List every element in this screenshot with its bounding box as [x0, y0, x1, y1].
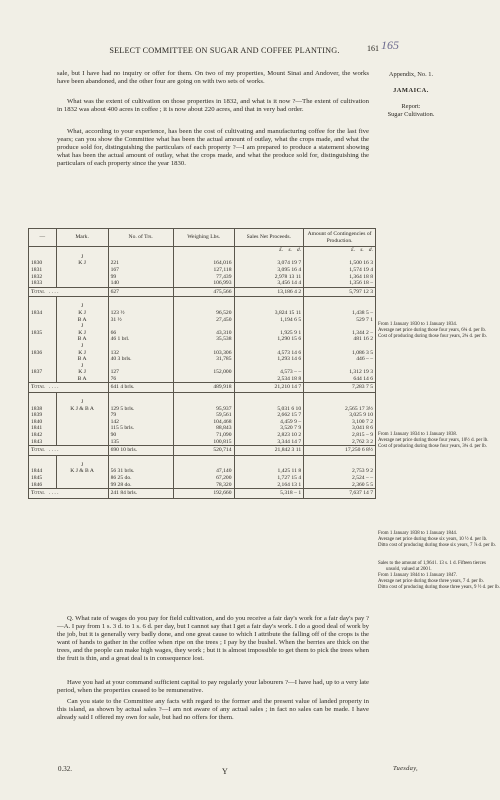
- margin-heading: [380, 71, 442, 119]
- row-year: 1837: [29, 369, 57, 376]
- row-mark: B A: [56, 356, 108, 363]
- total-word: Total: [31, 447, 45, 454]
- empty-cell: [108, 462, 173, 469]
- row-trs: 123 ½: [108, 310, 173, 317]
- col-sales: Sales Net Proceeds.: [234, 229, 304, 247]
- empty-cell: [234, 254, 304, 261]
- row-year: 1838: [29, 406, 57, 413]
- row-lbs: 47,140: [173, 468, 234, 475]
- row-sales: 1,194 6 5: [234, 317, 304, 324]
- total-sales: 21,210 14 7: [234, 383, 304, 393]
- row-mark: B A: [56, 376, 108, 383]
- row-lbs: 43,310: [173, 330, 234, 337]
- total-trs: 690 10 brls.: [108, 446, 173, 456]
- col-year: —: [29, 229, 57, 247]
- col-trs: No. of Trs.: [108, 229, 173, 247]
- table-row: [29, 412, 376, 419]
- row-year: 1834: [29, 310, 57, 317]
- note-1830-1834: From 1 January 1830 to 1 January 1834. Average net price during those four years, 6¾ d. per lb. Cost of producing during those four years, 2¾ d. per lb.: [378, 322, 487, 339]
- running-header: SELECT COMMITTEE ON SUGAR AND COFFEE PLANTING.: [109, 46, 340, 55]
- table-row: [29, 280, 376, 287]
- row-year: 1836: [29, 350, 57, 357]
- page-number: 161: [367, 44, 379, 53]
- row-trs: 31 ½: [108, 317, 173, 324]
- empty-cell: [304, 254, 376, 261]
- mark-top-row: [29, 363, 376, 370]
- leader-dots: . . . .: [48, 490, 59, 497]
- row-year: 1844: [29, 468, 57, 475]
- row-sales: 1,425 11 8: [234, 468, 304, 475]
- table-row: [29, 317, 376, 324]
- empty-cell: [173, 254, 234, 261]
- mark-top-row: [29, 462, 376, 469]
- row-sales: 3,520 7 9: [234, 425, 304, 432]
- mark-top: J: [56, 323, 108, 330]
- row-trs: 76: [108, 376, 173, 383]
- empty-cell: [29, 399, 57, 406]
- row-contingencies: 1,086 3 5: [304, 350, 376, 357]
- cont-units: [304, 247, 376, 254]
- leader-dots: . . . .: [48, 384, 59, 391]
- row-year: [29, 356, 57, 363]
- table-row: [29, 425, 376, 432]
- row-contingencies: 1,344 2 –: [304, 330, 376, 337]
- empty-cell: [108, 399, 173, 406]
- handwritten-folio: 165: [381, 38, 399, 52]
- row-trs: 142: [108, 419, 173, 426]
- row-mark: [56, 425, 108, 432]
- row-year: 1843: [29, 439, 57, 446]
- empty-cell: [304, 363, 376, 370]
- row-sales: 3,456 14 4: [234, 280, 304, 287]
- row-mark: [56, 432, 108, 439]
- footer-signature: 0.32.: [58, 765, 72, 773]
- table-row: [29, 330, 376, 337]
- row-mark: K J: [56, 369, 108, 376]
- empty-cell: [29, 247, 57, 254]
- empty-cell: [29, 303, 57, 310]
- empty-cell: [304, 323, 376, 330]
- row-sales: 2,662 15 7: [234, 412, 304, 419]
- total-word: Total: [31, 288, 45, 295]
- empty-cell: [304, 343, 376, 350]
- row-sales: 2,164 13 1: [234, 482, 304, 489]
- mark-top: J: [56, 343, 108, 350]
- total-row: [29, 489, 376, 499]
- mark-top: J: [56, 363, 108, 370]
- row-year: 1840: [29, 419, 57, 426]
- total-label: [29, 287, 109, 297]
- row-trs: 129 5 brls.: [108, 406, 173, 413]
- row-sales: 5,031 6 10: [234, 406, 304, 413]
- total-lbs: 520,714: [173, 446, 234, 456]
- row-contingencies: 2,762 3 2: [304, 439, 376, 446]
- row-lbs: 59,561: [173, 412, 234, 419]
- row-sales: 1,293 14 6: [234, 356, 304, 363]
- table-row: [29, 350, 376, 357]
- row-lbs: 95,937: [173, 406, 234, 413]
- row-lbs: 35,538: [173, 336, 234, 343]
- total-sales: 21,842 3 11: [234, 446, 304, 456]
- paragraph-1: sale, but I have had no inquiry or offer for them. On two of my properties, Mount Sinai and Andover, the works have been abandoned, and the other four are going on with two sets of works.: [57, 70, 369, 86]
- total-label: [29, 383, 109, 393]
- paragraph-4: Q. What rate of wages do you pay for field cultivation, and do you receive a fair day's work for a fair day's pay ?—A. I pay from 1 s. 3 d. to 1 s. 6 d. per day, but I cannot say that I get a fair day's work. I do a good deal of work by the job, but it is generally very badly done, and one great cause to which I attribute the falling off of the crops is the want of hands to gather in the coffee when ripe on the trees ; I pay by the bushel. When the berries are thick on the trees, and the people can make high wages, they work ; but it is almost impossible to get them to pick the trees when the fruit is thin, and a great deal is in consequence lost.: [57, 615, 369, 663]
- row-year: 1831: [29, 267, 57, 274]
- row-trs: 99: [108, 274, 173, 281]
- row-contingencies: 2,815 – 9: [304, 432, 376, 439]
- total-trs: 241 84 brls.: [108, 489, 173, 499]
- empty-cell: [173, 343, 234, 350]
- footer-catchword: Tuesday,: [393, 765, 418, 772]
- row-mark: [56, 419, 108, 426]
- total-word: Total: [31, 384, 45, 391]
- row-year: 1842: [29, 432, 57, 439]
- mark-top-row: [29, 399, 376, 406]
- row-lbs: [173, 376, 234, 383]
- row-mark: [56, 412, 108, 419]
- row-mark: K J: [56, 330, 108, 337]
- table-row: [29, 310, 376, 317]
- row-lbs: 164,016: [173, 260, 234, 267]
- row-contingencies: 1,438 5 –: [304, 310, 376, 317]
- row-sales: 2,978 13 11: [234, 274, 304, 281]
- row-lbs: 152,000: [173, 369, 234, 376]
- row-year: 1833: [29, 280, 57, 287]
- row-contingencies: 1,574 19 4: [304, 267, 376, 274]
- row-contingencies: 644 14 6: [304, 376, 376, 383]
- empty-cell: [173, 462, 234, 469]
- empty-cell: [29, 462, 57, 469]
- table-row: [29, 274, 376, 281]
- total-word: Total: [31, 490, 45, 497]
- total-lbs: 489,918: [173, 383, 234, 393]
- row-mark: [56, 274, 108, 281]
- row-lbs: 103,306: [173, 350, 234, 357]
- row-sales: 1,290 15 6: [234, 336, 304, 343]
- row-sales: 3,074 19 7: [234, 260, 304, 267]
- total-contingencies: 17,250 6 8½: [304, 446, 376, 456]
- row-contingencies: 2,753 9 2: [304, 468, 376, 475]
- empty-cell: [304, 303, 376, 310]
- total-row: [29, 383, 376, 393]
- row-contingencies: 1,312 19 3: [304, 369, 376, 376]
- mark-top: J: [56, 462, 108, 469]
- total-sales: 13,186 4 2: [234, 287, 304, 297]
- row-sales: 3,344 14 7: [234, 439, 304, 446]
- empty-cell: [29, 343, 57, 350]
- row-contingencies: 2,360 5 5: [304, 482, 376, 489]
- row-trs: 115 5 brls.: [108, 425, 173, 432]
- row-year: 1841: [29, 425, 57, 432]
- table-row: [29, 369, 376, 376]
- coffee-estate-table: [28, 228, 376, 499]
- row-mark: [56, 280, 108, 287]
- row-year: 1839: [29, 412, 57, 419]
- row-mark: [56, 475, 108, 482]
- row-contingencies: 1,500 16 3: [304, 260, 376, 267]
- empty-cell: [173, 399, 234, 406]
- mark-top-row: [29, 254, 376, 261]
- row-contingencies: 3,025 9 10: [304, 412, 376, 419]
- unit-label: £.: [351, 247, 356, 254]
- row-lbs: 104,468: [173, 419, 234, 426]
- empty-cell: [173, 323, 234, 330]
- total-label: [29, 489, 109, 499]
- row-contingencies: 2,565 17 3½: [304, 406, 376, 413]
- row-trs: 167: [108, 267, 173, 274]
- row-contingencies: 529 7 1: [304, 317, 376, 324]
- empty-cell: [234, 462, 304, 469]
- row-year: [29, 336, 57, 343]
- row-contingencies: 2,524 – –: [304, 475, 376, 482]
- row-sales: 1,925 9 1: [234, 330, 304, 337]
- report-subject: Sugar Cultivation.: [387, 111, 435, 118]
- unit-label: s.: [288, 247, 292, 254]
- empty-cell: [234, 303, 304, 310]
- empty-cell: [304, 399, 376, 406]
- jamaica-label: JAMAICA.: [393, 87, 429, 94]
- row-mark: [56, 482, 108, 489]
- unit-label: d.: [296, 247, 302, 254]
- table-row: [29, 439, 376, 446]
- row-trs: 99 28 do.: [108, 482, 173, 489]
- total-lbs: 475,566: [173, 287, 234, 297]
- row-year: [29, 376, 57, 383]
- row-trs: 46 1 brl.: [108, 336, 173, 343]
- units-row: [29, 247, 376, 254]
- row-lbs: 31,785: [173, 356, 234, 363]
- row-trs: 90: [108, 432, 173, 439]
- table-row: [29, 419, 376, 426]
- row-year: 1845: [29, 475, 57, 482]
- row-trs: 79: [108, 412, 173, 419]
- empty-cell: [108, 254, 173, 261]
- paragraph-5: Have you had at your command sufficient capital to pay regularly your labourers ?—I have had, up to a very late period, when the properties ceased to be remunerative.: [57, 679, 370, 695]
- row-sales: 1,727 15 4: [234, 475, 304, 482]
- row-contingencies: 1,356 18 –: [304, 280, 376, 287]
- table-row: [29, 482, 376, 489]
- row-contingencies: 481 16 2: [304, 336, 376, 343]
- row-trs: 40 3 brls.: [108, 356, 173, 363]
- mark-top: J: [56, 303, 108, 310]
- total-lbs: 192,660: [173, 489, 234, 499]
- paragraph-6: Can you state to the Committee any facts with regard to the former and the present value of landed property in this island, as shown by actual sales ?—I am not aware of any actual sales ; in fact no sales can be made. I have already said I offered my own for sale, but had no offers for them.: [57, 698, 369, 722]
- row-lbs: 67,200: [173, 475, 234, 482]
- total-trs: 627: [108, 287, 173, 297]
- empty-cell: [234, 363, 304, 370]
- row-sales: 2,823 10 2: [234, 432, 304, 439]
- unit-label: £.: [279, 247, 284, 254]
- row-year: 1835: [29, 330, 57, 337]
- empty-cell: [173, 303, 234, 310]
- empty-cell: [29, 323, 57, 330]
- row-trs: 221: [108, 260, 173, 267]
- table-row: [29, 336, 376, 343]
- empty-cell: [173, 363, 234, 370]
- row-contingencies: 3,041 8 6: [304, 425, 376, 432]
- mark-top-row: [29, 323, 376, 330]
- table-row: [29, 468, 376, 475]
- row-lbs: 88,843: [173, 425, 234, 432]
- table-row: [29, 356, 376, 363]
- row-sales: 2,534 18 8: [234, 376, 304, 383]
- empty-cell: [108, 363, 173, 370]
- row-sales: 4,573 – –: [234, 369, 304, 376]
- row-sales: 3,824 15 11: [234, 310, 304, 317]
- unit-label: s.: [360, 247, 364, 254]
- empty-cell: [234, 323, 304, 330]
- empty-cell: [108, 343, 173, 350]
- row-trs: 135: [108, 439, 173, 446]
- mark-top-row: [29, 343, 376, 350]
- row-trs: 132: [108, 350, 173, 357]
- row-trs: 56 31 brls.: [108, 468, 173, 475]
- empty-cell: [29, 254, 57, 261]
- paragraph-3: What, according to your experience, has been the cost of cultivating and manufacturing coffee for the last five years; can you show the Committee what has been the actual amount of outlay, what the crops made, and what the produce sold for, distinguishing the particulars of each property ?—I am prepared to produce a statement showing what has been the actual amount of outlay, what the crops made, and what the produce sold for, distinguishing the particulars of each property since the year 1830.: [57, 128, 369, 168]
- row-mark: K J: [56, 350, 108, 357]
- empty-cell: [304, 462, 376, 469]
- col-contingencies: Amount of Contingencies of Production.: [304, 229, 376, 247]
- row-contingencies: 446 – –: [304, 356, 376, 363]
- row-lbs: 27,450: [173, 317, 234, 324]
- total-contingencies: 5,797 12 3: [304, 287, 376, 297]
- table-row: [29, 376, 376, 383]
- row-lbs: 96,520: [173, 310, 234, 317]
- table-row: [29, 406, 376, 413]
- table-row: [29, 267, 376, 274]
- total-sales: 5,318 – 1: [234, 489, 304, 499]
- empty-cell: [29, 363, 57, 370]
- row-lbs: 77,439: [173, 274, 234, 281]
- total-row: [29, 446, 376, 456]
- leader-dots: . . . .: [48, 447, 59, 454]
- empty-cell: [234, 399, 304, 406]
- leader-dots: . . . .: [48, 288, 59, 295]
- row-mark: K J: [56, 260, 108, 267]
- appendix-label: Appendix, No. 1.: [388, 71, 434, 78]
- total-trs: 641 4 brls.: [108, 383, 173, 393]
- table-row: [29, 475, 376, 482]
- row-mark: K J & B A: [56, 406, 108, 413]
- row-sales: 4,459 9 –: [234, 419, 304, 426]
- row-mark: [56, 439, 108, 446]
- row-mark: K J & B A: [56, 468, 108, 475]
- empty-cell: [56, 247, 108, 254]
- row-year: [29, 317, 57, 324]
- table-row: [29, 432, 376, 439]
- mark-top-row: [29, 303, 376, 310]
- total-row: [29, 287, 376, 297]
- sales-units: [234, 247, 304, 254]
- note-1834-1838: From 1 January 1834 to 1 January 1838. Average net price during those four years, 10½ d. per lb. Cost of producing during those four years, 3¾ d. per lb.: [378, 432, 489, 449]
- col-lbs: Weighing Lbs.: [173, 229, 234, 247]
- report-label: Report:: [401, 103, 421, 110]
- table-row: [29, 260, 376, 267]
- row-mark: B A: [56, 317, 108, 324]
- row-trs: 86 25 do.: [108, 475, 173, 482]
- row-year: 1832: [29, 274, 57, 281]
- row-sales: 3,095 16 4: [234, 267, 304, 274]
- empty-cell: [108, 247, 173, 254]
- paragraph-2: What was the extent of cultivation on those properties in 1832, and what is it now ?—The extent of cultivation in 1832 was about 400 acres in coffee ; it is now about 220 acres, and that in very bad order.: [57, 98, 369, 114]
- row-lbs: 127,118: [173, 267, 234, 274]
- row-mark: [56, 267, 108, 274]
- total-contingencies: 7,283 7 5: [304, 383, 376, 393]
- row-trs: 140: [108, 280, 173, 287]
- mark-top: J: [56, 399, 108, 406]
- empty-cell: [108, 323, 173, 330]
- row-contingencies: 1,364 18 8: [304, 274, 376, 281]
- note-1838-1844: From 1 January 1838 to 1 January 1844. Average net price during those six years, 10 ½ d. per lb. Ditto cost of producing during those six years, 7 ⅞ d. per lb.: [378, 531, 496, 548]
- empty-cell: [234, 343, 304, 350]
- row-lbs: 71,090: [173, 432, 234, 439]
- empty-cell: [108, 303, 173, 310]
- total-label: [29, 446, 109, 456]
- row-contingencies: 3,100 7 2: [304, 419, 376, 426]
- footer-sheet-letter: Y: [222, 767, 228, 776]
- col-mark: Mark.: [56, 229, 108, 247]
- row-sales: 4,573 14 6: [234, 350, 304, 357]
- row-lbs: 78,320: [173, 482, 234, 489]
- empty-cell: [173, 247, 234, 254]
- row-lbs: 100,815: [173, 439, 234, 446]
- row-year: 1846: [29, 482, 57, 489]
- row-trs: 127: [108, 369, 173, 376]
- total-contingencies: 7,637 14 7: [304, 489, 376, 499]
- row-trs: 66: [108, 330, 173, 337]
- note-1844-1847: Sales to the amount of 1,964 l. 13 s. 1 d. Fifteen tierces unsold, valued at 200 l. From 1 January 1844 to 1 January 1847. Average net price during those three years, 7 d. per lb. Ditto cost of producing during those three years, 9 ½ d. per lb.: [378, 561, 500, 590]
- row-lbs: 106,993: [173, 280, 234, 287]
- row-mark: K J: [56, 310, 108, 317]
- unit-label: d.: [368, 247, 373, 254]
- row-mark: B A: [56, 336, 108, 343]
- row-year: 1830: [29, 260, 57, 267]
- mark-top: J: [56, 254, 108, 261]
